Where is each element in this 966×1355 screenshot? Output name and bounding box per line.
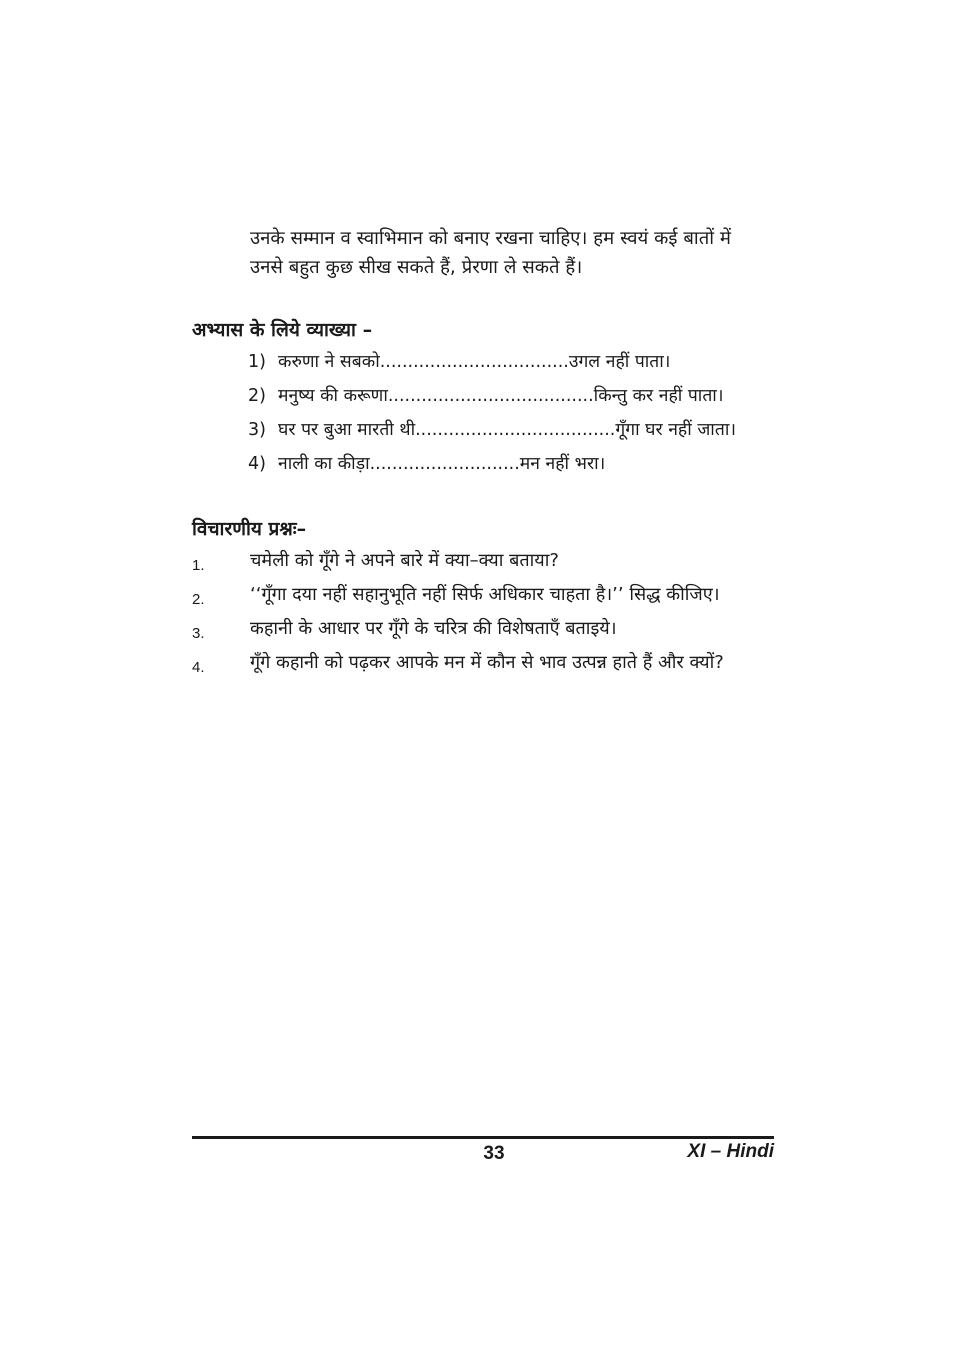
item-number: 2): [248, 386, 266, 406]
footer-divider: [192, 1136, 774, 1139]
question-text: कहानी के आधार पर गूँगे के चरित्र की विशेषताएँ बताइये।: [250, 618, 617, 639]
list-item: [192, 581, 724, 615]
intro-line-1: उनके सम्मान व स्वाभिमान को बनाए रखना चाहिए। हम स्वयं कई बातों में: [250, 228, 731, 249]
question-text: ‘‘गूँगा दया नहीं सहानुभूति नहीं सिर्फ अधिकार चाहता है।’’ सिद्ध कीजिए।: [250, 584, 720, 605]
page-number: 33: [483, 1143, 505, 1164]
question-number: 2.: [192, 591, 205, 608]
item-number: 4): [248, 454, 266, 474]
question-text: गूँगे कहानी को पढ़कर आपके मन में कौन से भाव उत्पन्न हाते हैं और क्यों?: [250, 652, 724, 673]
questions-list: [192, 547, 724, 683]
list-item: [248, 450, 736, 484]
intro-paragraph: [250, 224, 778, 282]
list-item: [248, 382, 736, 416]
list-item: [248, 416, 736, 450]
practice-section-title: अभ्यास के लिये व्याख्या –: [192, 319, 373, 341]
question-number: 3.: [192, 625, 205, 642]
list-item: [192, 649, 724, 683]
item-text: मनुष्य की करूणा.....................................किन्तु कर नहीं पाता।: [278, 386, 724, 406]
footer-label: XI – Hindi: [687, 1141, 774, 1162]
question-text: चमेली को गूँगे ने अपने बारे में क्या–क्या बताया?: [250, 550, 559, 571]
intro-line-2: उनसे बहुत कुछ सीख सकते हैं, प्रेरणा ले सकते हैं।: [250, 257, 583, 278]
questions-section-title: विचारणीय प्रश्नः–: [192, 518, 307, 540]
question-number: 4.: [192, 659, 205, 676]
item-text: घर पर बुआ मारती थी....................................गूँगा घर नहीं जाता।: [278, 420, 736, 440]
list-item: [192, 547, 724, 581]
item-number: 1): [248, 352, 266, 372]
list-item: [248, 348, 736, 382]
practice-list: [248, 348, 736, 484]
item-text: करुणा ने सबको..................................उगल नहीं पाता।: [278, 352, 671, 372]
item-number: 3): [248, 420, 266, 440]
item-text: नाली का कीड़ा...........................मन नहीं भरा।: [278, 454, 606, 474]
question-number: 1.: [192, 557, 205, 574]
list-item: [192, 615, 724, 649]
